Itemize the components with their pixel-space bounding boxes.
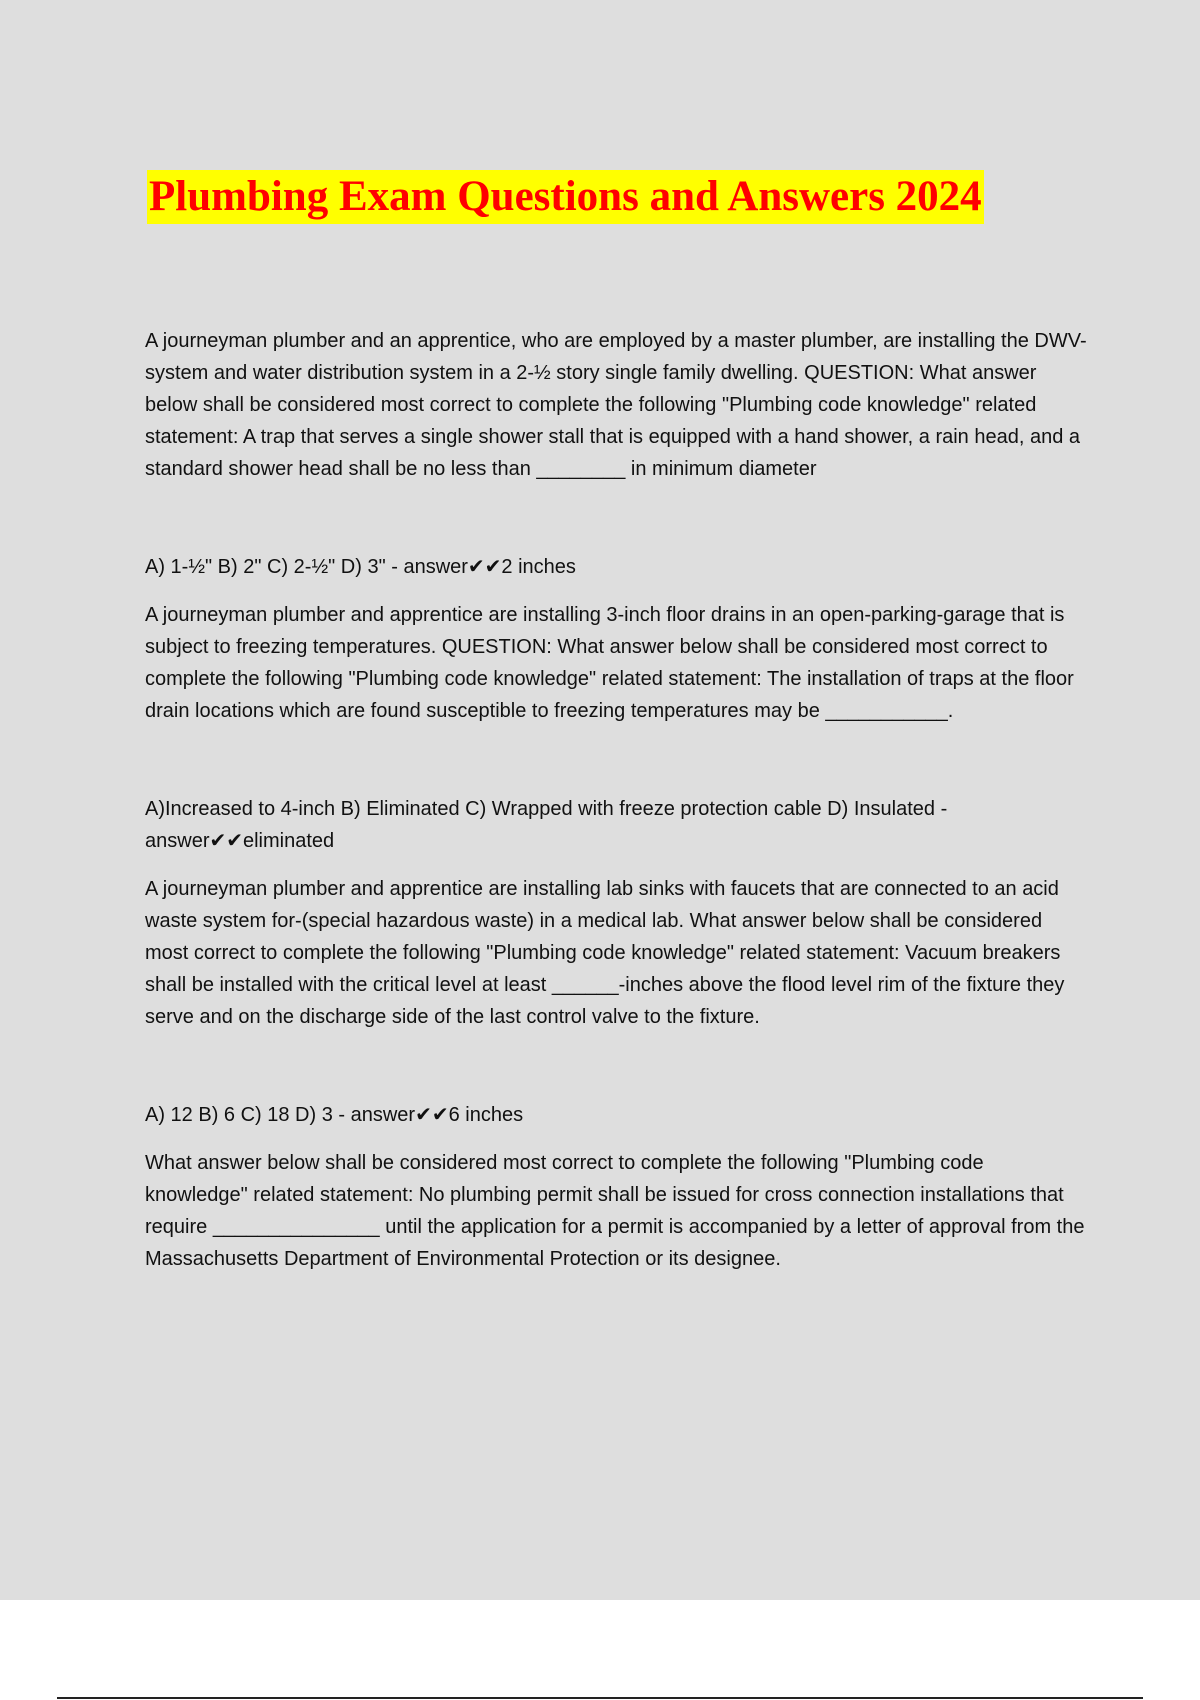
question-1: A journeyman plumber and an apprentice, who are employed by a master plumber, are installing the DWV-system and water distribution system in a 2-½ story single family dwelling. QUESTION: What answer below shall be considered most correct to complete the following "Plumbing code knowledge" related statement: A trap that serves a single shower stall that is equipped with a hand shower, a rain head, and a standard shower head shall be no less than ________ in minimum diameter bbox=[145, 330, 1087, 480]
document-title: Plumbing Exam Questions and Answers 2024 bbox=[147, 170, 984, 224]
title-block bbox=[147, 170, 1087, 224]
document-body bbox=[145, 325, 1090, 1275]
question-4: What answer below shall be considered most correct to complete the following "Plumbing code knowledge" related statement: No plumbing permit shall be issued for cross connection installations that require _______________ until the application for a permit is accompanied by a letter of approval from the Massachusetts Department of Environmental Protection or its designee. bbox=[145, 1152, 1085, 1270]
answer-1: A) 1-½" B) 2" C) 2-½" D) 3" - answer✔✔2 inches bbox=[145, 556, 576, 578]
footer-divider bbox=[57, 1697, 1143, 1699]
question-3: A journeyman plumber and apprentice are installing lab sinks with faucets that are connected to an acid waste system for-(special hazardous waste) in a medical lab. What answer below shall be considered most correct to complete the following "Plumbing code knowledge" related statement: Vacuum breakers shall be installed with the critical level at least ______-inches above the flood level rim of the fixture they serve and on the discharge side of the last control valve to the fixture. bbox=[145, 878, 1065, 1028]
answer-2: A)Increased to 4-inch B) Eliminated C) Wrapped with freeze protection cable D) Insulated - answer✔✔eliminated bbox=[145, 798, 948, 852]
answer-3: A) 12 B) 6 C) 18 D) 3 - answer✔✔6 inches bbox=[145, 1104, 524, 1126]
question-2: A journeyman plumber and apprentice are installing 3-inch floor drains in an open-parking-garage that is subject to freezing temperatures. QUESTION: What answer below shall be considered most correct to complete the following "Plumbing code knowledge" related statement: The installation of traps at the floor drain locations which are found susceptible to freezing temperatures may be ___________. bbox=[145, 604, 1074, 722]
